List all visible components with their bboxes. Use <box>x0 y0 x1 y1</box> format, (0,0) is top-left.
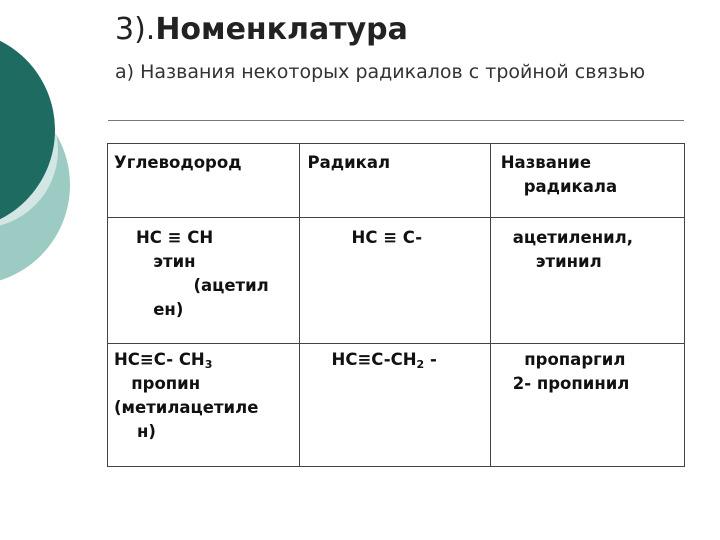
title-word: Номенклатура <box>155 12 408 47</box>
cell-hydrocarbon-propyne <box>108 344 300 467</box>
header-hydrocarbon-text: Углеводород <box>114 153 242 172</box>
propargyl-name: пропаргил 2- пропинил <box>512 350 630 393</box>
ethynyl-formula: HC ≡ C- <box>351 228 423 247</box>
propyne-formula: HC≡C- CH <box>114 350 205 369</box>
cell-radical-ethynyl <box>299 218 490 344</box>
propargyl-subscript: 2 <box>416 358 425 371</box>
header-cell-radical <box>299 144 490 218</box>
header-cell-hydrocarbon <box>108 144 300 218</box>
table-row <box>108 344 685 467</box>
ethyne-text: HC ≡ CH этин (ацетил ен) <box>136 228 269 319</box>
header-radical-text: Радикал <box>307 153 391 172</box>
page-title <box>115 12 408 47</box>
propargyl-formula-tail: - <box>424 350 437 369</box>
propyne-subscript: 3 <box>204 358 213 371</box>
propyne-name: пропин (метилацетиле н) <box>114 374 259 441</box>
ethynyl-name: ацетиленил, этинил <box>512 228 634 271</box>
table-header-row <box>108 144 685 218</box>
header-cell-name <box>490 144 684 218</box>
title-number: 3). <box>115 12 156 47</box>
table-row <box>108 218 685 344</box>
propargyl-formula-main: HC≡C-CH <box>331 350 417 369</box>
radicals-table <box>107 143 685 467</box>
cell-name-ethynyl <box>490 218 684 344</box>
cell-name-propargyl <box>490 344 684 467</box>
page-subtitle: а) Названия некоторых радикалов с тройной связью <box>115 61 646 83</box>
propargyl-formula <box>300 344 490 372</box>
divider-line <box>108 120 684 121</box>
cell-radical-propargyl <box>299 344 490 467</box>
propyne-text <box>108 344 299 444</box>
cell-hydrocarbon-ethyne <box>108 218 300 344</box>
header-name-text: Название радикала <box>500 153 618 196</box>
decorative-circles <box>0 0 120 300</box>
